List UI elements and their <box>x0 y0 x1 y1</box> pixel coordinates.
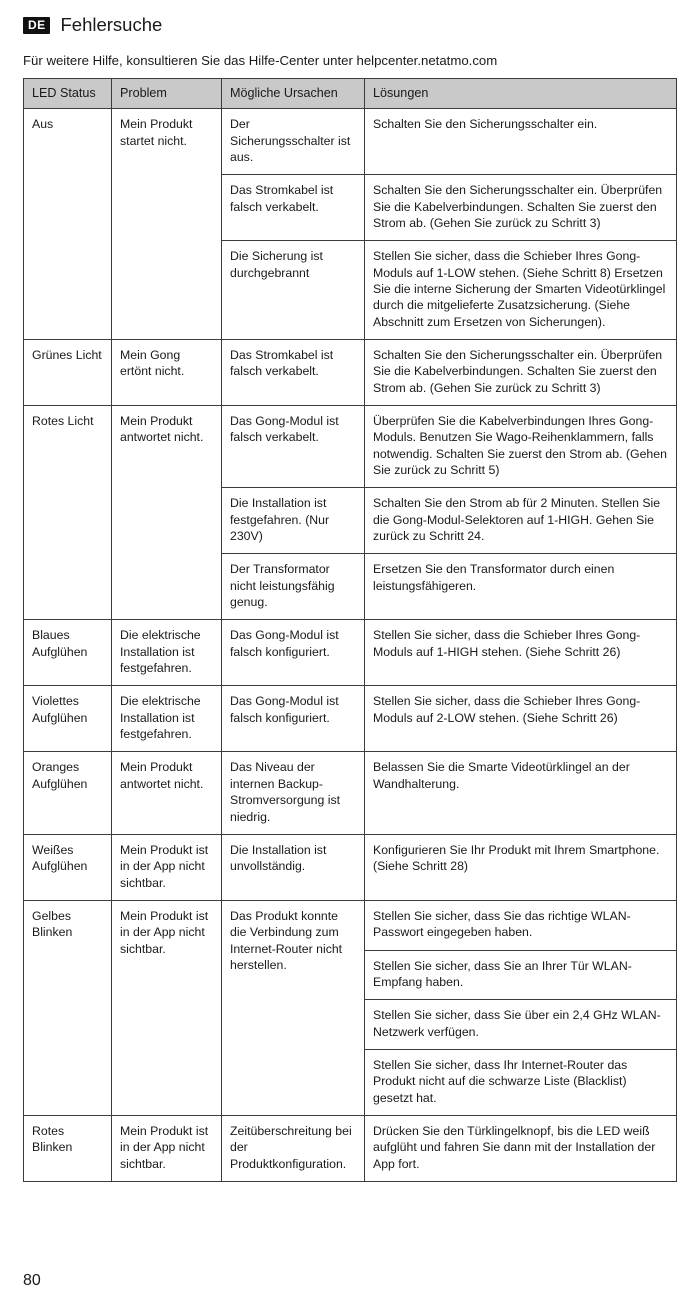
cell-problem: Die elektrische Installation ist festgefahren. <box>112 620 222 686</box>
page-title: Fehlersuche <box>60 13 163 35</box>
table-row <box>24 900 677 950</box>
table-row <box>24 109 677 175</box>
table-row <box>24 752 677 834</box>
cell-solution: Belassen Sie die Smarte Videotürklingel an der Wandhalterung. <box>365 752 677 834</box>
cell-problem: Mein Produkt antwortet nicht. <box>112 752 222 834</box>
cell-solution: Überprüfen Sie die Kabelverbindungen Ihres Gong-Moduls. Benutzen Sie Wago-Reihenklammern, falls notwendig. Schalten Sie zuerst den Strom ab. (Gehen Sie zurück zu Schritt 5) <box>365 405 677 487</box>
page-number: 80 <box>23 1272 41 1289</box>
cell-led-status: Violettes Aufglühen <box>24 686 112 752</box>
cell-led-status: Weißes Aufglühen <box>24 834 112 900</box>
cell-solution: Drücken Sie den Türklingelknopf, bis die LED weiß aufglüht und fahren Sie dann mit der Installation der App fort. <box>373 1123 656 1171</box>
cell-problem: Mein Produkt antwortet nicht. <box>112 405 222 619</box>
language-badge: DE <box>23 17 50 34</box>
table-row <box>24 834 677 900</box>
table-header <box>24 79 677 109</box>
cell-problem: Mein Gong ertönt nicht. <box>112 339 222 405</box>
cell-cause: Das Gong-Modul ist falsch konfiguriert. <box>222 686 365 752</box>
cell-cause: Der Sicherungsschalter ist aus. <box>222 109 365 175</box>
table-row <box>24 620 677 686</box>
cell-led-status: Oranges Aufglühen <box>24 752 112 834</box>
cell-solution: Stellen Sie sicher, dass die Schieber Ihres Gong-Moduls auf 2-LOW stehen. (Siehe Schritt 26) <box>365 686 677 752</box>
cell-cause: Die Installation ist unvollständig. <box>222 834 365 900</box>
cell-solution: Stellen Sie sicher, dass Ihr Internet-Router das Produkt nicht auf die schwarze Liste (Blacklist) gesetzt hat. <box>365 1049 677 1115</box>
cell-cause: Das Niveau der internen Backup-Stromversorgung ist niedrig. <box>222 752 365 834</box>
column-header-solutions: Lösungen <box>365 79 677 109</box>
cell-cause: Das Gong-Modul ist falsch konfiguriert. <box>222 620 365 686</box>
table-row <box>24 339 677 405</box>
cell-cause: Das Stromkabel ist falsch verkabelt. <box>222 175 365 241</box>
cell-solution: Stellen Sie sicher, dass die Schieber Ihres Gong-Moduls auf 1-HIGH stehen. (Siehe Schritt 26) <box>365 620 677 686</box>
cell-cause: Das Gong-Modul ist falsch verkabelt. <box>222 405 365 487</box>
column-header-problem: Problem <box>112 79 222 109</box>
cell-solution: Ersetzen Sie den Transformator durch einen leistungsfähigeren. <box>365 554 677 620</box>
cell-cause: Das Stromkabel ist falsch verkabelt. <box>222 339 365 405</box>
table-row <box>24 405 677 487</box>
cell-cause: Die Installation ist festgefahren. (Nur 230V) <box>222 488 365 554</box>
cell-solution: Schalten Sie den Sicherungsschalter ein. Überprüfen Sie die Kabelverbindungen. Schalten Sie zuerst den Strom ab. (Gehen Sie zurück zu Schritt 3) <box>365 339 677 405</box>
table-body <box>24 109 677 1182</box>
cell-solution: Schalten Sie den Sicherungsschalter ein. Überprüfen Sie die Kabelverbindungen. Schalten Sie zuerst den Strom ab. (Gehen Sie zurück zu Schritt 3) <box>365 175 677 241</box>
cell-led-status: Rotes Licht <box>24 405 112 619</box>
cell-led-status: Gelbes Blinken <box>24 900 112 1115</box>
table-header-row <box>24 79 677 109</box>
cell-led-status: Aus <box>24 109 112 340</box>
cell-cause: Zeitüberschreitung bei der Produktkonfiguration. <box>222 1115 365 1181</box>
cell-solution: Konfigurieren Sie Ihr Produkt mit Ihrem Smartphone. (Siehe Schritt 28) <box>365 834 677 900</box>
table-row <box>24 1115 677 1181</box>
cell-cause: Das Produkt konnte die Verbindung zum Internet-Router nicht herstellen. <box>222 900 365 1115</box>
cell-solution: Stellen Sie sicher, dass Sie an Ihrer Tür WLAN-Empfang haben. <box>365 950 677 1000</box>
column-header-led-status: LED Status <box>24 79 112 109</box>
cell-problem: Mein Produkt ist in der App nicht sichtbar. <box>112 834 222 900</box>
table-row <box>24 686 677 752</box>
cell-problem: Die elektrische Installation ist festgefahren. <box>112 686 222 752</box>
troubleshooting-table <box>23 78 677 1182</box>
cell-cause: Die Sicherung ist durchgebrannt <box>222 241 365 340</box>
cell-cause: Der Transformator nicht leistungsfähig genug. <box>222 554 365 620</box>
cell-problem: Mein Produkt ist in der App nicht sichtbar. <box>112 1115 222 1181</box>
cell-led-status: Rotes Blinken <box>24 1115 112 1181</box>
cell-solution: Schalten Sie den Strom ab für 2 Minuten. Stellen Sie die Gong-Modul-Selektoren auf 1-HIGH. Gehen Sie zurück zu Schritt 24. <box>365 488 677 554</box>
cell-solution: Schalten Sie den Sicherungsschalter ein. <box>365 109 677 175</box>
document-header <box>23 12 676 38</box>
cell-led-status: Grünes Licht <box>24 339 112 405</box>
column-header-causes: Mögliche Ursachen <box>222 79 365 109</box>
cell-solution: Stellen Sie sicher, dass die Schieber Ihres Gong-Moduls auf 1-LOW stehen. (Siehe Schritt 8) Ersetzen Sie die interne Sicherung der Smarten Videotürklingel durch die mitgelieferte Zusatzsicherung. (Siehe Abschnitt zum Ersetzen von Sicherungen). <box>365 241 677 340</box>
cell-problem: Mein Produkt startet nicht. <box>112 109 222 340</box>
cell-solution: Stellen Sie sicher, dass Sie das richtige WLAN-Passwort eingegeben haben. <box>365 900 677 950</box>
cell-led-status: Blaues Aufglühen <box>24 620 112 686</box>
help-center-note: Für weitere Hilfe, konsultieren Sie das Hilfe-Center unter helpcenter.netatmo.com <box>23 53 498 68</box>
cell-problem: Mein Produkt ist in der App nicht sichtbar. <box>112 900 222 1115</box>
cell-solution: Stellen Sie sicher, dass Sie über ein 2,4 GHz WLAN-Netzwerk verfügen. <box>365 1000 677 1050</box>
